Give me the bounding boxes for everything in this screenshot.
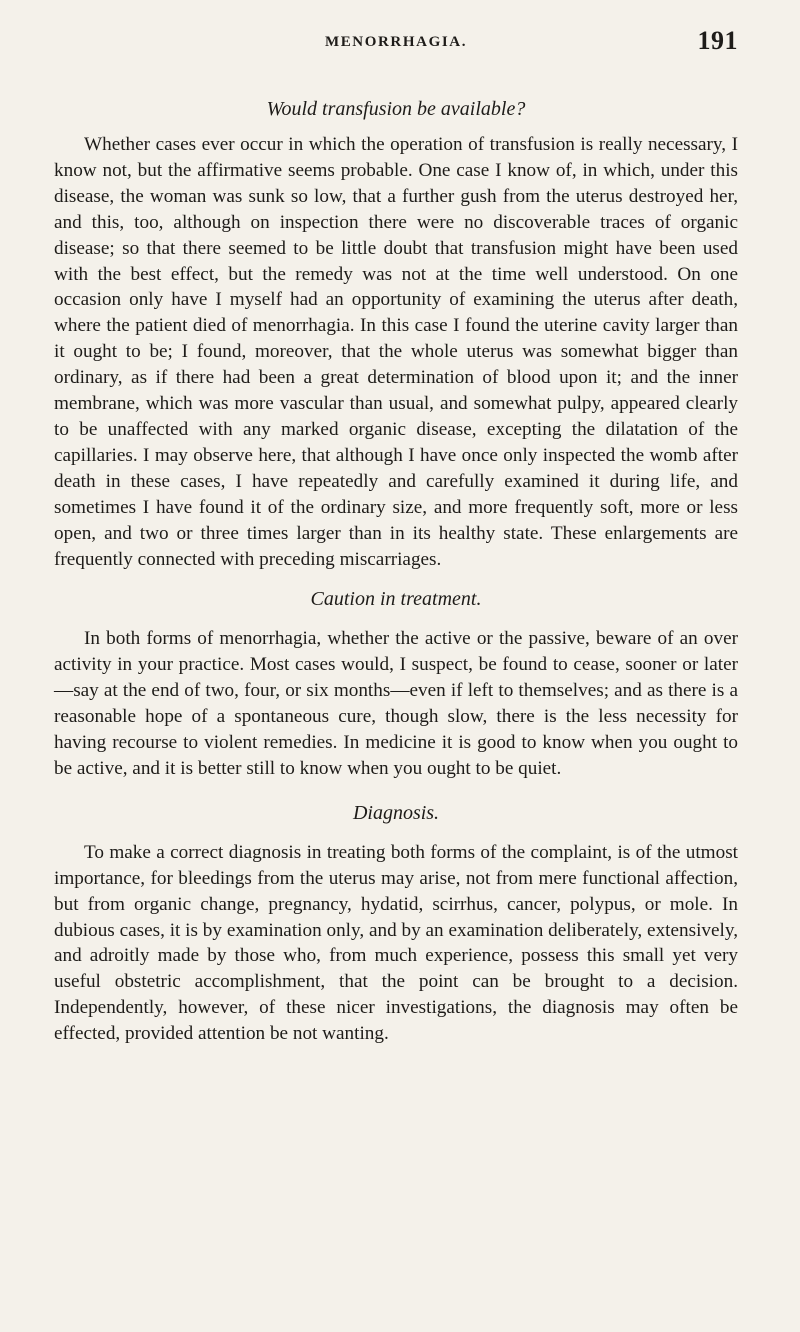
running-title: MENORRHAGIA. (324, 34, 468, 50)
book-page (54, 26, 738, 1047)
section-heading-transfusion: Would transfusion be available? (266, 98, 526, 120)
paragraph-caution: In both forms of menorrhagia, whether the active or the passive, beware of an over activity in your practice. Most cases would, I suspect, be found to cease, sooner or later—say at the end of two, four, or six months—even if left to themselves; and as there is a reasonable hope of a spontaneous cure, though slow, there is the less necessity for having recourse to violent remedies. In medicine it is good to know when you ought to be active, and it is better still to know when you ought to be quiet. (54, 628, 738, 779)
paragraph-transfusion: Whether cases ever occur in which the operation of transfusion is really necessary, I know not, but the affirmative seems probable. One case I know of, in which, under this disease, the woman was sunk so low, that a further gush from the uterus destroyed her, and this, too, although on inspection there were no discoverable traces of organic disease; so that there seemed to be little doubt that transfusion might have been used with the best effect, but the remedy was not at the time well understood. On one occasion only have I myself had an opportunity of examining the uterus after death, where the patient died of menorrhagia. In this case I found the uterine cavity larger than it ought to be; I found, moreover, that the whole uterus was somewhat bigger than ordinary, as if there had been a great determination of blood upon it; and the inner membrane, which was more vascular than usual, and somewhat pulpy, appeared clearly to be unaffected with any marked organic disease, excepting the dilatation of the capillaries. I may observe here, that although I have once only inspected the womb after death in these cases, I have repeatedly and carefully examined it during life, and sometimes I have found it of the ordinary size, and more frequently soft, more or less open, and two or three times larger than in its healthy state. These enlargements are frequently connected with preceding miscarriages. (54, 134, 738, 570)
section-heading-diagnosis: Diagnosis. (352, 801, 440, 824)
running-head (54, 26, 738, 62)
section-heading-caution: Caution in treatment. (310, 588, 482, 611)
page-number: 191 (697, 26, 738, 55)
paragraph-diagnosis: To make a correct diagnosis in treating both forms of the complaint, is of the utmost importance, for bleedings from the uterus may arise, not from mere functional affection, but from organic change, pregnancy, hydatid, scirrhus, cancer, polypus, or mole. In dubious cases, it is by examination only, and by an examination deliberately, extensively, and adroitly made by those who, from much experience, possess this small yet very useful obstetric accomplishment, that the point can be brought to a decision. Independently, however, of these nicer investigations, the diagnosis may often be effected, provided attention be not wanting. (54, 841, 738, 1045)
